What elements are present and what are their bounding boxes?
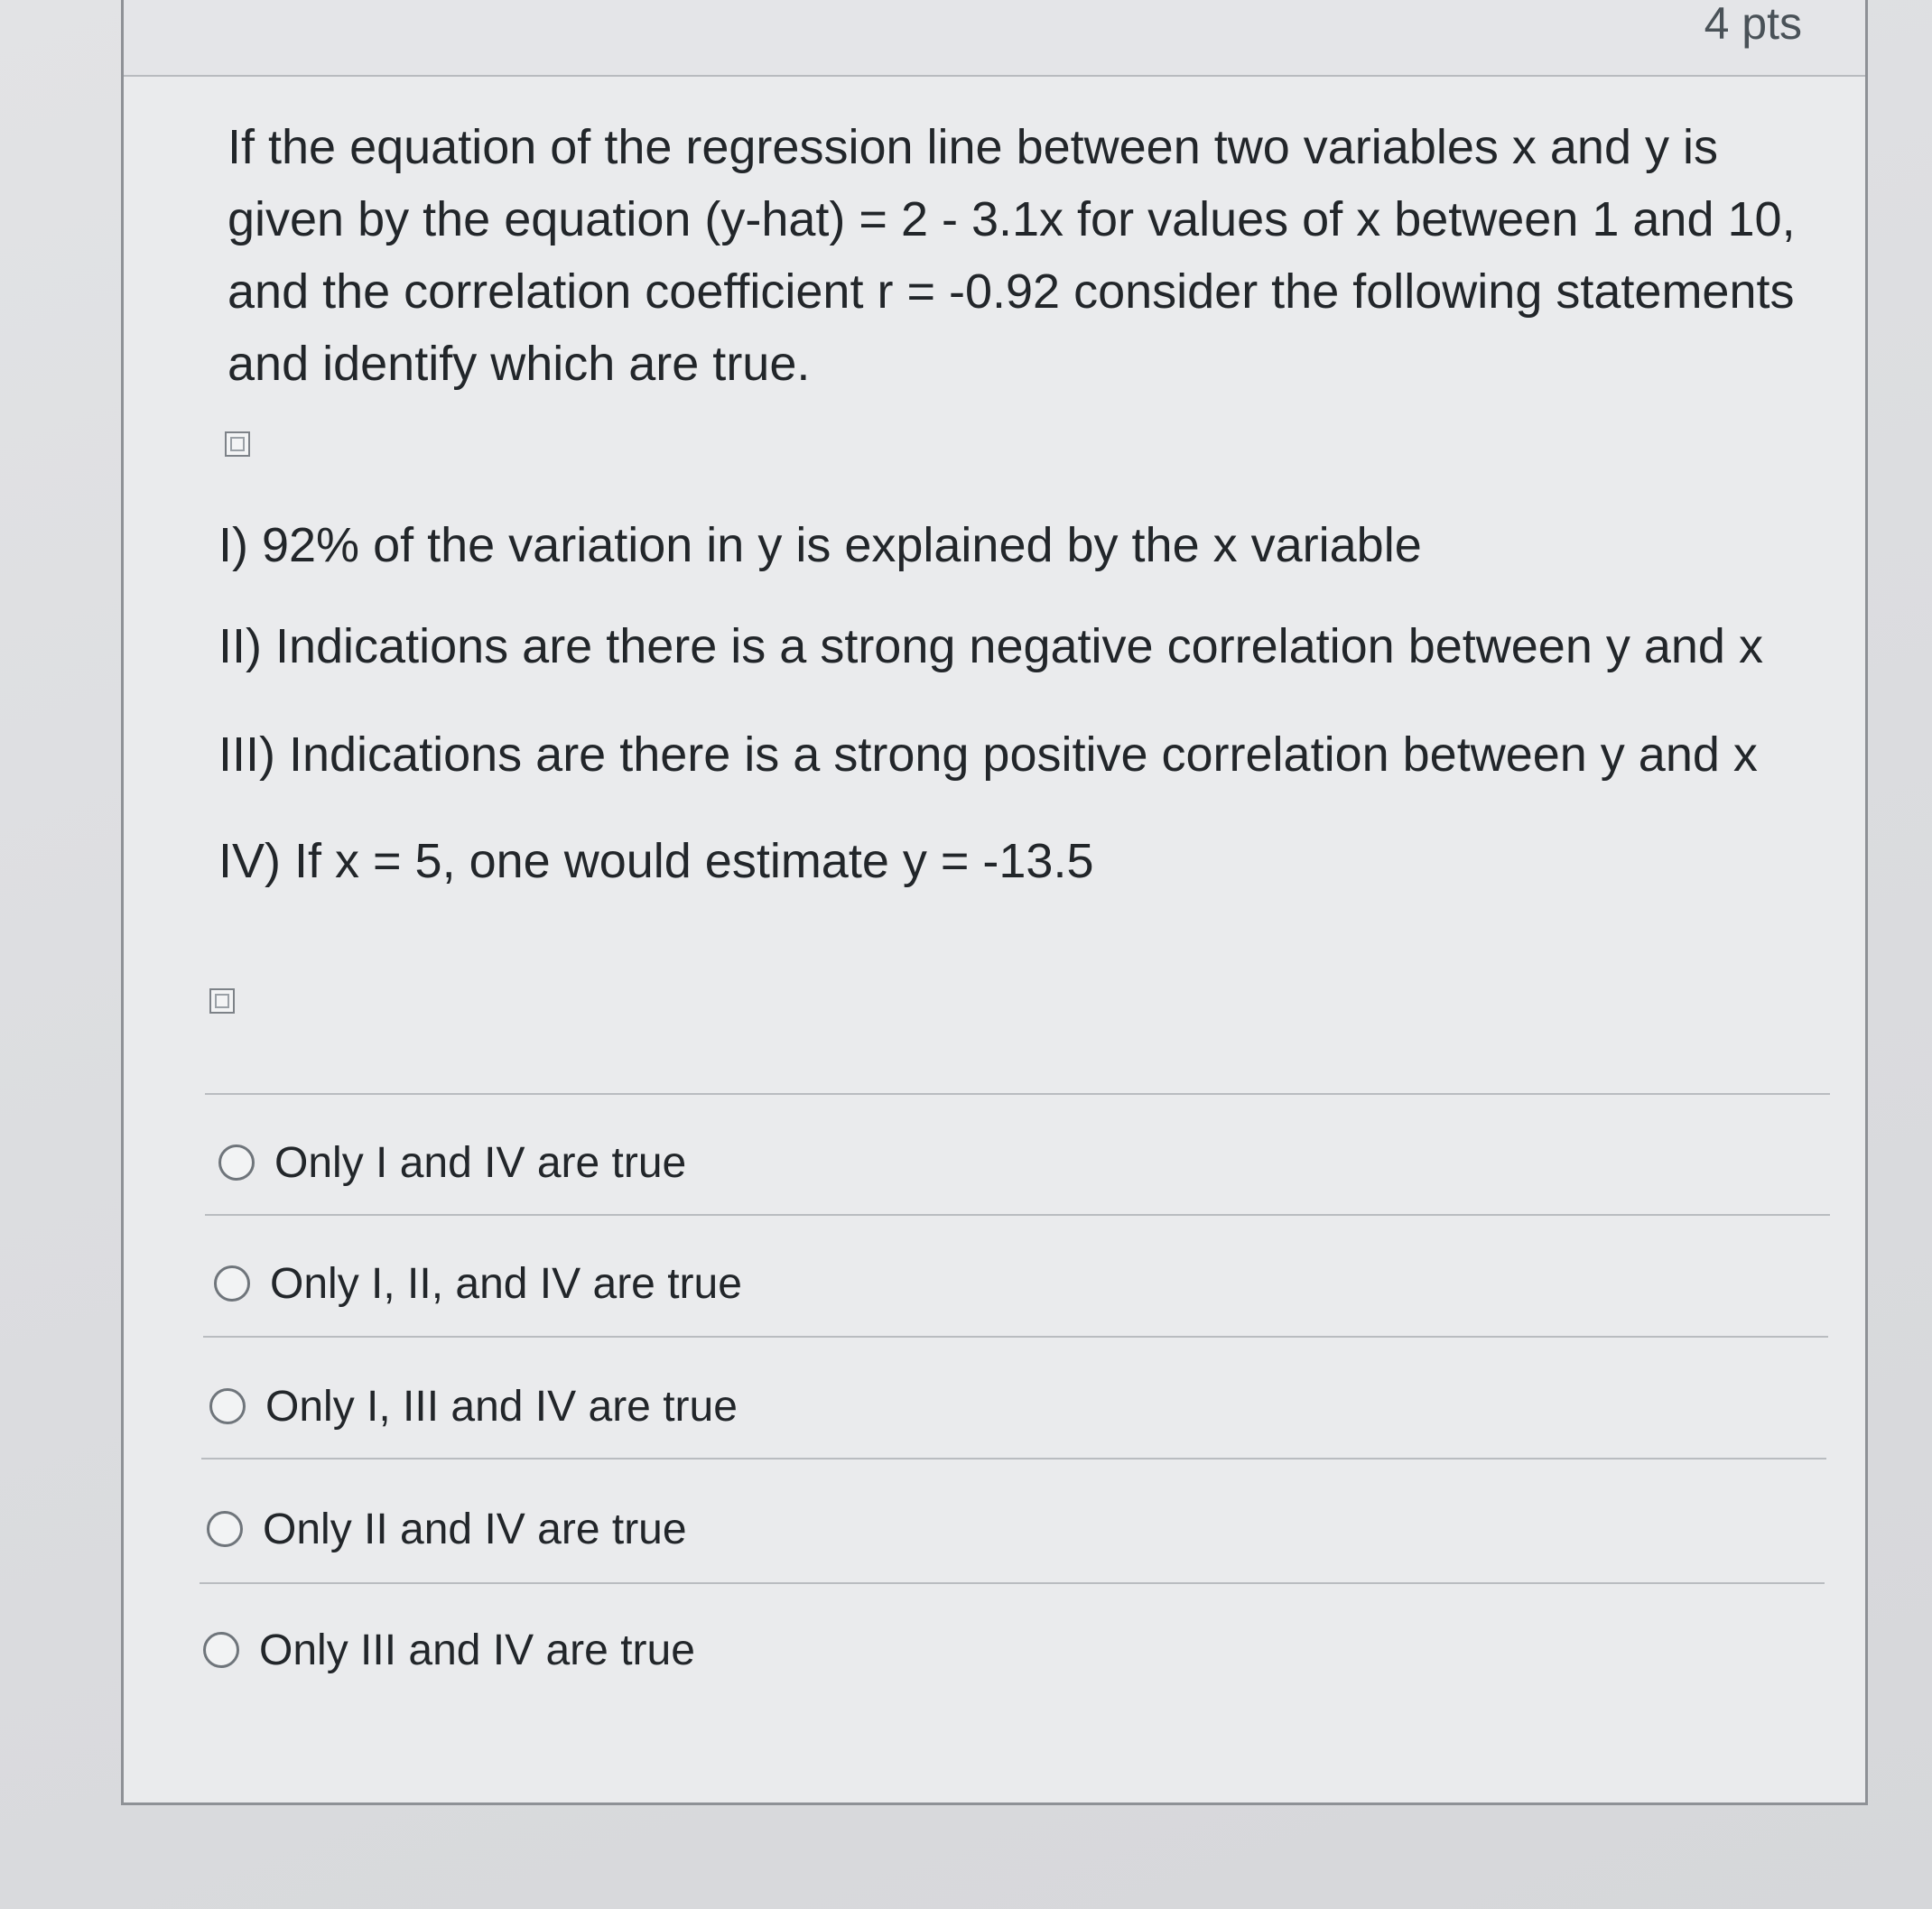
answer-divider: [205, 1093, 1830, 1095]
answer-option-2[interactable]: [214, 1252, 742, 1315]
radio-button[interactable]: [203, 1632, 239, 1668]
radio-button[interactable]: [218, 1144, 255, 1181]
statement-1: I) 92% of the variation in y is explained by the x variable: [218, 518, 1422, 572]
image-placeholder-icon: [209, 988, 235, 1014]
radio-button[interactable]: [209, 1388, 246, 1424]
points-label: 4 pts: [1704, 0, 1802, 49]
question-header: [124, 0, 1865, 77]
answer-option-5[interactable]: [203, 1618, 695, 1682]
answer-divider: [200, 1582, 1825, 1584]
answer-label: Only I, III and IV are true: [265, 1382, 738, 1431]
radio-button[interactable]: [207, 1511, 243, 1547]
statement-4: IV) If x = 5, one would estimate y = -13.5: [218, 834, 1094, 888]
answer-divider: [203, 1336, 1828, 1338]
answer-label: Only III and IV are true: [259, 1626, 695, 1674]
image-placeholder-icon: [225, 431, 250, 457]
answer-divider: [205, 1214, 1830, 1216]
question-text: If the equation of the regression line between two variables x and y is given by the equation (y-hat) = 2 - 3.1x for values of x between 1 and 10, and the correlation coefficient r = -0.92 consider the following statements and identify which are true.: [228, 120, 1796, 391]
answer-label: Only I and IV are true: [274, 1138, 687, 1187]
answer-divider: [201, 1458, 1826, 1460]
answer-option-1[interactable]: [218, 1131, 686, 1194]
answer-label: Only II and IV are true: [263, 1505, 687, 1553]
answer-option-4[interactable]: [207, 1497, 687, 1561]
answer-label: Only I, II, and IV are true: [270, 1259, 742, 1308]
radio-button[interactable]: [214, 1265, 250, 1302]
statement-3: III) Indications are there is a strong positive correlation between y and x: [218, 727, 1758, 782]
statement-2: II) Indications are there is a strong negative correlation between y and x: [218, 619, 1763, 673]
question-card: [121, 0, 1868, 1805]
answer-option-3[interactable]: [209, 1375, 738, 1438]
